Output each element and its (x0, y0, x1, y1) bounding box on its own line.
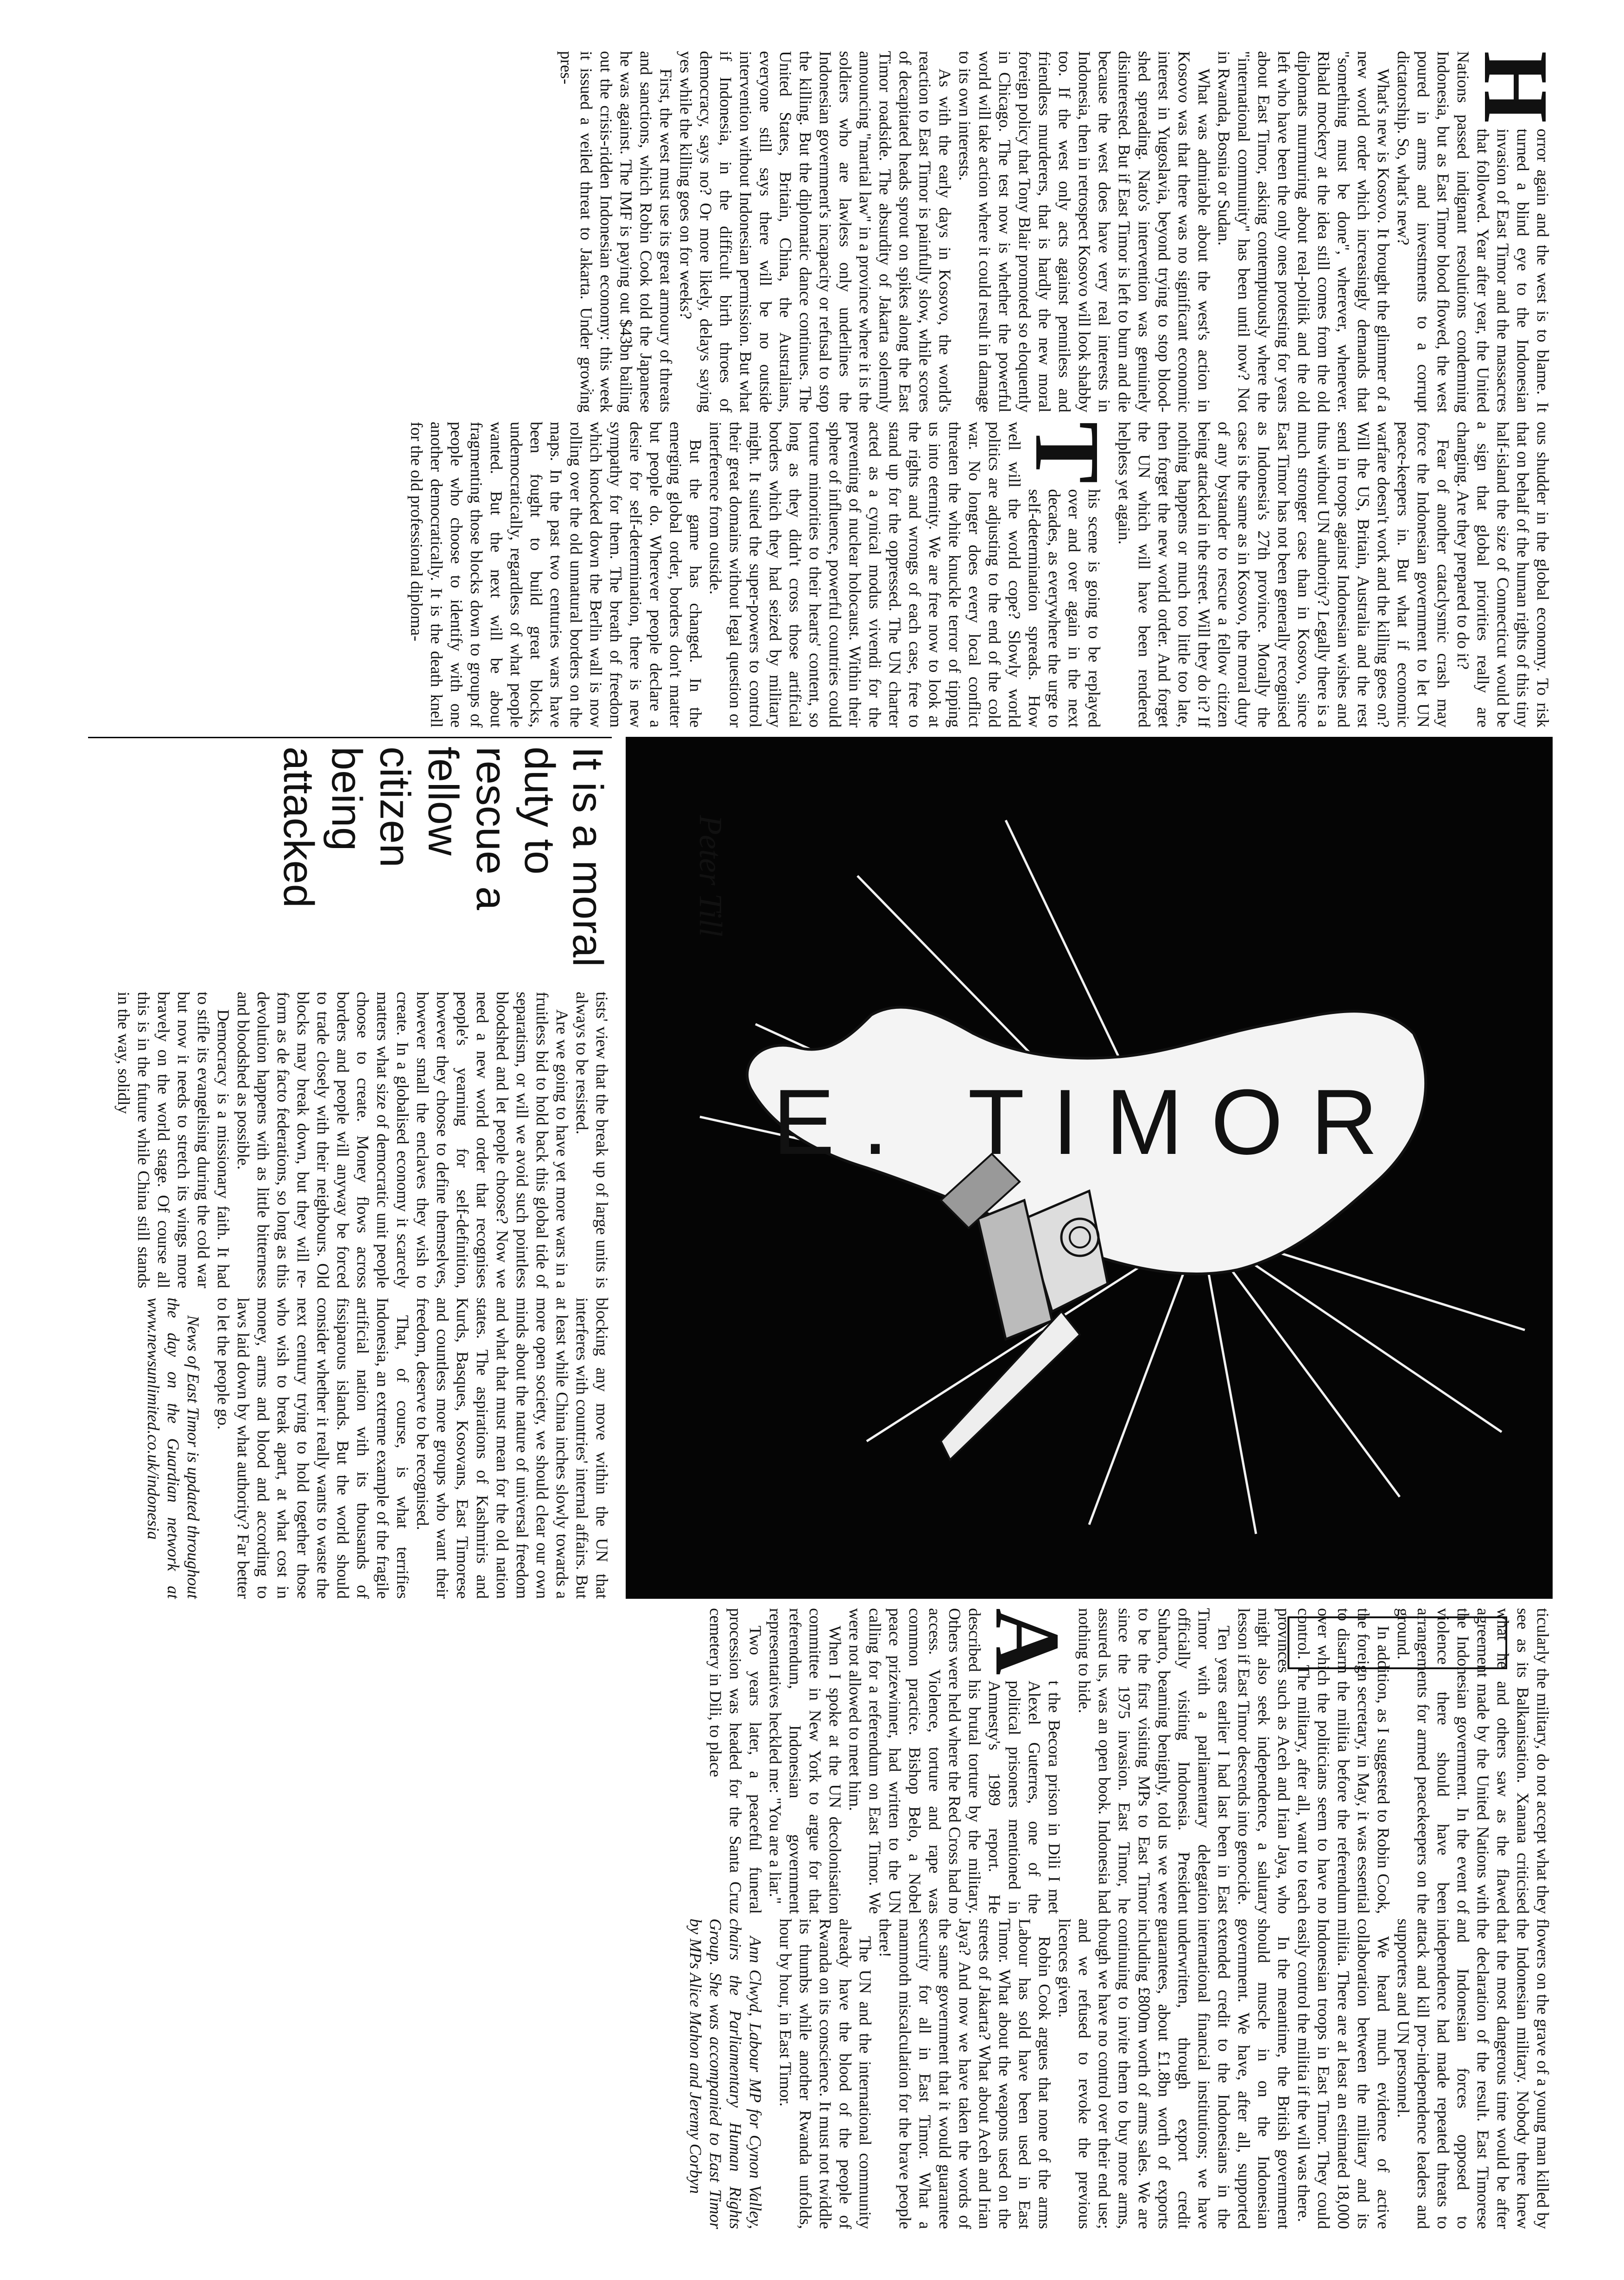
paragraph: ticularly the military, do not accept what they see as its Balkanisation. Xanana criticised what he and others saw as the flawed agreement made by the United Nations with the Indonesian government. In the event of violence there should have been arrangements for armed peacekeepers on the ground. (1394, 1608, 1552, 1914)
drop-cap: H (1465, 51, 1567, 123)
paragraph: As with the early days in Kosovo, the world's reaction to East Timor is painfully slow, while scores of decapitated heads sprout on spikes along the East Timor roadside. The absurdity of Jakarta solemnly announcing "martial law" in a province where it is the soldiers who are lawless only underlines the Indonesian government's incapacity or refusal to stop the killing. But the diplomatic dance continues. The United States, Britain, China, the Australians, everyone still says there will be no outside intervention without Indonesian permission. But what if Indonesia, in the difficult birth throes of democracy, says no? Or more likely, delays saying yes while the killing goes on for weeks? (677, 51, 954, 412)
paragraph: his scene is going to be replayed over and over again in the next decades, as everywhere the urge to self-determination spreads. How well will the world cope? Slowly world politics are adjusting to the end of the cold war. No longer does every local conflict threaten the white knuckle terror of tipping us into eternity. We are free now to look at the rights and wrongs of each case, free to stand up for the oppressed. The UN charter acted as a cynical modus vivendi for the preventing of nuclear holocaust. Within their sphere of influence, powerful countries could torture minorities to their hearts' content, so long as they didn't cross those artificial borders which they had seized by military might. It suited the super-powers to control their great domains without legal question or interference from outside. (706, 422, 1104, 728)
paragraph: Robin Cook argues that none of the arms Labour has sold have been used in East Timor. What about the weapons used on the streets of Jakarta? What about Aceh and Irian Jaya? And now we have taken the words of the same government that it would guarantee security for all in East Timor. What a mammoth miscalculation for the brave people there! (876, 1919, 1054, 2229)
paragraph: Ten years earlier I had last been in East Timor with a parliamentary delegation officially visiting Indonesia. President Suharto, beaming benignly, told us we were to be the first visiting MPs to East Timor since the 1975 invasion. East Timor, he assured us, was an open book. Indonesia had nothing to hide. (1075, 1608, 1233, 1914)
paragraph: flowers on the grave of a young man killed by the Indonesian military. Nobody there knew that the most dangerous time would be after the declaration of the result. East Timorese and Indonesian forces opposed to independence had made repeated threats to attack and kill pro-independence leaders and supporters and UN personnel. (1394, 1919, 1552, 2229)
column-2 (88, 422, 1553, 728)
paragraph: orror again and the west is to blame. It turned a blind eye to the Indonesian invasion of East Timor and the massacres that followed. Year after year, the United Nations passed indignant resolutions condemning Indonesia, but as East Timor blood flowed, the west poured in arms and investments to a corrupt dictatorship. So, what's new? (1394, 51, 1552, 412)
artist-signature: Peter Till (692, 815, 728, 937)
paragraph: tists' view that the break up of large units is always to be resisted. (573, 992, 611, 1288)
paragraph: But the game has changed. In the emerging global order, borders don't matter but people do. Wherever people declare a desire for self-determination, there is new sympathy for them. The breath of freedom which knocked down the Berlin wall is now rolling over the old unnatural borders on the maps. In the past two centuries wars have been fought to build great blocks, undemocratically, regardless of what people wanted. But the next will be about fragmenting those blocks down to groups of people who choose to identify with one another democratically. It is the death knell for the old professional diploma- (407, 422, 705, 728)
paragraph: blocking any move within the UN that interferes with countries' internal affairs. But at least while China inches slowly towards a more open society, we should clear our own minds about the nature of universal freedom and what that must mean for the old nation states. The aspirations of Kashmiris and Kurds, Basques, Kosovans, East Timorese and countless more groups who want their freedom, deserve to be recognised. (413, 1298, 611, 1599)
editorial-cartoon (626, 737, 1553, 1599)
column-3 (88, 992, 612, 1288)
author-credit: Ann Clwyd, Labour MP for Cynon Valley, chairs the Parliamentary Human Rights Group. She was accompanied to East Timor by MPs Alice Mahon and Jeremy Corbyn (686, 1919, 765, 2229)
paragraph: ous shudder in the global economy. To risk that on behalf of the human rights of this tiny half-island the size of Connecticut would be a sign that global priorities really are changing. Are they prepared to do it? (1454, 422, 1552, 728)
newspaper-page (70, 51, 1567, 2229)
section-break (765, 1919, 775, 2229)
drop-cap: A (976, 1608, 1078, 1675)
paragraph: In the meantime, the British government should muscle in on the Indonesian government. We have, after all, supported extended credit to the Indonesians in the international financial institutions; we have underwritten, through export credit guarantees, about £1.8bn worth of exports including £800m worth of arms sales. We are continuing to invite them to buy more arms, though we have no control over their end use; and we refused to revoke the previous licences given. (1055, 1919, 1293, 2229)
paragraph: First, the west must use its great armoury of threats and sanctions, which Robin Cook told the Japanese he was against. The IMF is paying out $43bn bailing out the crisis-ridden Indonesian economy: this week it issued a veiled threat to Jakarta. Under growing pres- (557, 51, 675, 412)
paragraph: When I spoke at the UN decolonisation committee in New York to argue for that referendum, Indonesian government representatives heckled me: "You are a liar." (766, 1608, 844, 1914)
paragraph: That, of course, is what terrifies Indonesia, an extreme example of the fragile artificial nation with its thousands of fissiparous islands. But the world should consider whether it really wants to waste the next century trying to hold together those who wish to break apart, at what cost in money, arms and blood and according to laws laid down by what authority? Far better to let the people go. (214, 1298, 412, 1599)
paragraph: We heard much evidence of active collaboration between the military and its militia. There are at least an estimated 18,000 Indonesian troops in East Timor. They could easily control the militia if the will was there. (1294, 1919, 1393, 2229)
paragraph: t the Becora prison in Dili I met Alexel Guterres, one of the political prisoners mentioned in Amnesty's 1989 report. He described his brutal torture by the military. Others were held where the Red Cross had no access. Violence, torture and rape was common practice. Bishop Belo, a Nobel peace prizewinner, had written to the UN calling for a referendum on East Timor. We were not allowed to meet him. (846, 1608, 1064, 1914)
paragraph: Fear of another cataclysmic crash may force the Indonesian government to let UN peace-keepers in. But what if economic warfare doesn't work and the killing goes on? Will the US, Britain, Australia and the rest send in troops against Indonesian wishes and thus without UN authority? Legally there is a much stronger case than in Kosovo, since East Timor has not been generally recognised as Indonesia's 27th province. Morally the case is the same as in Kosovo, the moral duty of any bystander to rescue a fellow citizen being attacked in the street. Will they do it? If nothing happens or much too little too late, then forget the new world order. And forget the UN which will have been rendered helpless yet again. (1115, 422, 1453, 728)
column-5 (88, 1608, 1553, 1914)
paragraph: What's new is Kosovo. It brought the glimmer of a new world order which increasingly demands that "something must be done", wherever, whenever. Ribald mockery at the idea still comes from the old diplomats murmuring about real-politik and the old left who have been the only ones protesting for years about East Timor, asking contemptuously where the "international community" has been until now? Not in Rwanda, Bosnia or Sudan. (1215, 51, 1393, 412)
drop-cap: T (1016, 422, 1118, 484)
section-break (203, 1298, 213, 1599)
paragraph: Democracy is a missionary faith. It had to stifle its evangelising during the cold war but now it needs to stretch its wings more bravely on the world stage. Of course all this is in the future while China still stands in the way, solidly (114, 992, 233, 1288)
web-note: News of East Timor is updated throughout the day on the Guardian network at www.newsunlimited.co.uk/indonesia (144, 1298, 203, 1599)
cartoon-illustration (626, 737, 1553, 1599)
column-4 (88, 1298, 612, 1599)
paragraph: The UN and the international community already have the blood of the people of Rwanda on its conscience. It must not twiddle its thumbs while another Rwanda unfolds, hour by hour, in East Timor. (776, 1919, 875, 2229)
pull-quote: It is a moral duty to rescue a fellow citizen being attacked (88, 737, 612, 978)
paragraph: Two years later, a peaceful funeral procession was headed for the Santa Cruz cemetery in Dili, to place (706, 1608, 765, 1914)
column-1 (88, 51, 1567, 412)
island-label: E. TIMOR (773, 1070, 1406, 1174)
paragraph: What was admirable about the west's action in Kosovo was that there was no significant economic interest in Yugoslavia, beyond trying to stop blood-shed spreading. Nato's intervention was genuinely disinterested. But if East Timor is left to burn and die because the west does have very real interests in Indonesia, then in retrospect Kosovo will look shabby too. If the west only acts against penniless and friendless murderers, that is hardly the new moral foreign policy that Tony Blair promoted so eloquently in Chicago. The test now is whether the powerful world will take action where it could result in damage to its own interests. (956, 51, 1213, 412)
paragraph: In addition, as I suggested to Robin Cook, the foreign secretary, in May, it was essential to disarm the militia before the referendum over which the politicians seem to have no control. The military, after all, want to teach provinces such as Aceh and Irian Jaya, who might also seek independence, a salutary lesson if East Timor descends into genocide. (1235, 1608, 1393, 1914)
column-6 (88, 1919, 1553, 2229)
paragraph: Are we going to have yet more wars in a fruitless bid to hold back this global tide of separatism, or will we avoid such pointless bloodshed and let people choose? Now we need a new world order that recognises people's yearning for self-definition, however they choose to define themselves, however small the enclaves they wish to create. In a globalised economy it scarcely matters what size of democratic unit people choose to create. Money flows across borders and people will anyway be forced to trade closely with their neighbours. Old blocks may break down, but they will re-form as de facto federations, so long as this devolution happens with as little bitterness and bloodshed as possible. (234, 992, 571, 1288)
